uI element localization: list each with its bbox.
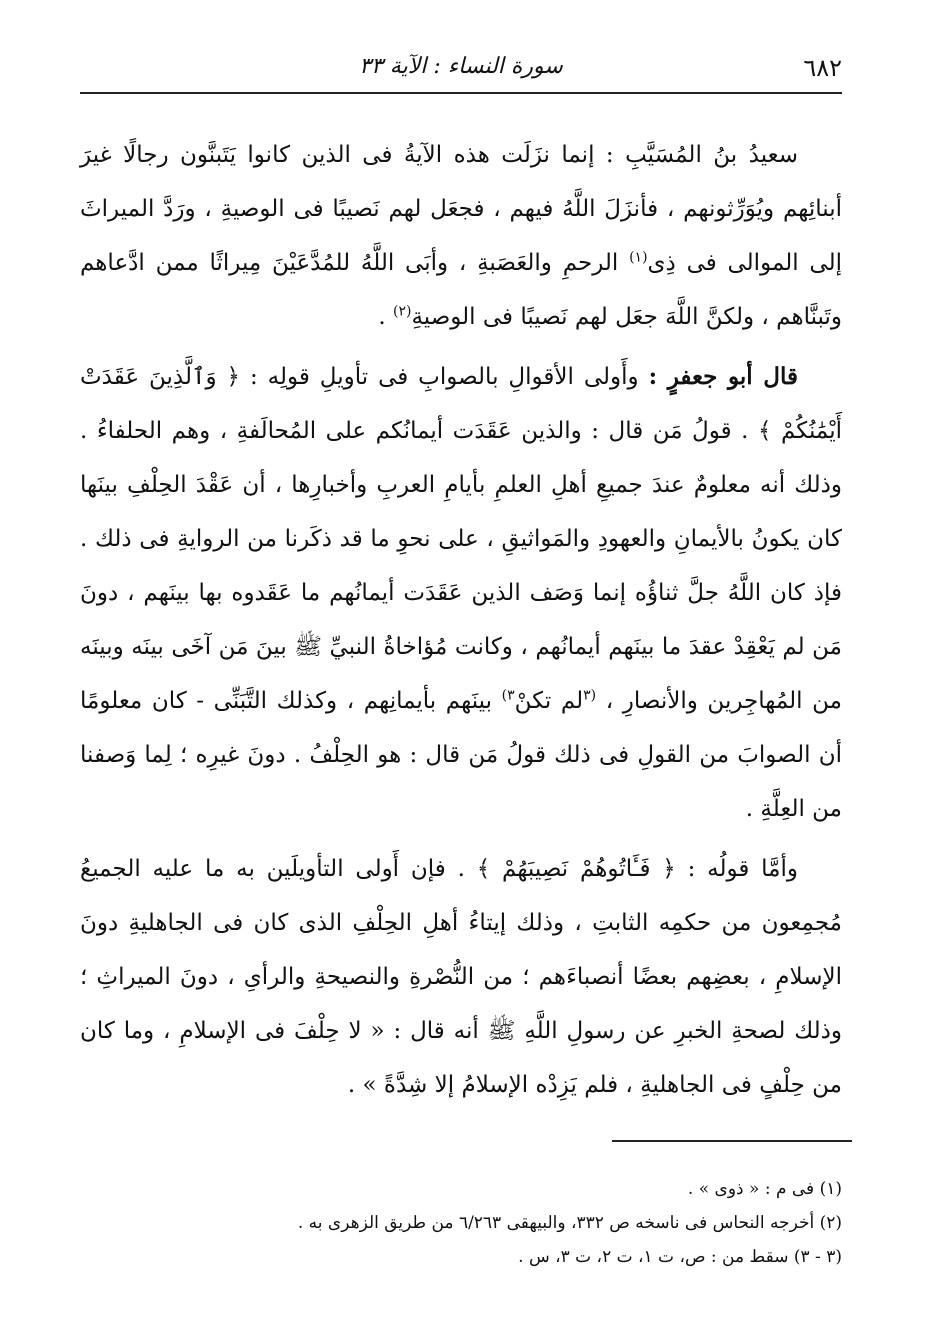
page-number: ٦٨٢ bbox=[803, 54, 842, 82]
text-run: سعيدُ بنُ المُسَيَّبِ : إنما نزَلَت هذه الآيةُ فى الذين كانوا يَتَبنَّون رجالًا غيرَ أبنائِهم ويُوَرِّثونهم ، فأنزَلَ اللَّهُ فيهم ، فجعَل لهم نَصيبًا فى الوصيةِ ، ورَدَّ الميراثَ إلى الموالى فى ذِى bbox=[80, 142, 842, 276]
speaker-label: قال أبو جعفرٍ : bbox=[648, 363, 798, 390]
page-header bbox=[80, 52, 842, 94]
text-run: وأَولى الأقوالِ بالصوابِ فى تأويلِ قولِه : bbox=[240, 364, 649, 390]
footnote-marker: (٢) bbox=[392, 303, 412, 320]
paragraph-fa-atuhum bbox=[80, 842, 842, 1112]
footnotes bbox=[80, 1172, 842, 1274]
text-run: . قولُ مَن قال : والذين عَقَدَت أيمانُكم على المُحالَفةِ ، وهم الحلفاءُ . وذلك أنه معلومٌ عندَ جميعِ أهلِ العلمِ بأيامِ العربِ وأخبارِها ، أن عَقْدَ الحِلْفِ بينَها كان يكونُ بالأيمانِ والعهودِ والمَواثيقِ ، على نحوِ ما قد ذكَرنا من الروايةِ فى ذلك . فإذ كان اللَّهُ جلَّ ثناؤُه إنما وَصَف الذين عَقَدَت أيمانُهم ما عَقَدوه بها بينَهم ، دونَ مَن لم يَعْقِدْ عقدَ ما بينَهم أيمانُهم ، وكانت مُؤاخاةُ النبيِّ ﷺ بينَ مَن آخَى بينَه وبينَه من المُهاجِرين والأنصارِ ، bbox=[80, 418, 842, 714]
text-run: بينَهم بأيمانِهم ، وكذلك التَّبَنِّى - كان معلومًا أن الصوابَ من القولِ فى ذلك قولُ مَن قال : هو الحِلْفُ . دونَ غيرِه ؛ لِما وَصفنا من العِلَّةِ . bbox=[80, 688, 842, 822]
text-run: لم تكنْ bbox=[514, 688, 584, 714]
footnote-3: (٣ - ٣) سقط من : ص، ت ١، ت ٢، ت ٣، س . bbox=[518, 1247, 842, 1267]
footnote-marker: ٣) bbox=[501, 687, 515, 704]
footnote-marker: (٣ bbox=[583, 687, 597, 704]
text-run: . فإن أَولى التأويلَين به ما عليه الجميعُ مُجمِعون من حكمِه الثابتِ ، وذلك إيتاءُ أهلِ الحِلْفِ الذى كان فى الجاهليةِ دونَ الإسلامِ ، بعضِهم بعضًا أنصباءَهم ؛ من النُّصْرةِ والنصيحةِ والرأىِ ، دونَ الميراثِ ؛ وذلك لصحةِ الخبرِ عن رسولِ اللَّهِ ﷺ أنه قال : « لا حِلْفَ فى الإسلامِ ، وما كان من حِلْفٍ فى الجاهليةِ ، فلم يَزِدْه الإسلامُ إلا شِدَّةً » . bbox=[80, 856, 842, 1098]
quran-quote: ﴿ فَـَٔاتُوهُمْ نَصِيبَهُمْ ﴾ bbox=[476, 856, 676, 882]
text-run: وأمَّا قولُه : bbox=[675, 856, 798, 882]
footnote-marker: (١) bbox=[629, 249, 648, 266]
text-run: . bbox=[378, 304, 393, 330]
text-run: الرحمِ والعَصَبةِ ، وأبَى اللَّهُ للمُدَّعَيْنَ مِيراثًا ممن ادَّعاهم وتَبنَّاهم ، ولكنَّ اللَّهَ جعَل لهم نَصيبًا فى الوصيةِ bbox=[80, 250, 842, 330]
paragraph-abu-jafar bbox=[80, 350, 842, 836]
running-title: سورة النساء : الآية ٣٣ bbox=[359, 54, 563, 79]
footnote-2: (٢) أخرجه النحاس فى ناسخه ص ٣٣٢، والبيهقى ٦/٢٦٣ من طريق الزهرى به . bbox=[297, 1213, 842, 1233]
quran-quote: ﴿ وَٱلَّذِينَ عَقَدَتْ أَيْمَٰنُكُمْ ﴾ bbox=[80, 364, 843, 444]
paragraph-said-ibn-musayyib bbox=[80, 128, 842, 344]
footnote-divider bbox=[612, 1140, 852, 1142]
main-text bbox=[80, 128, 842, 1118]
footnote-1: (١) فى م : « ذوى » . bbox=[687, 1179, 842, 1199]
